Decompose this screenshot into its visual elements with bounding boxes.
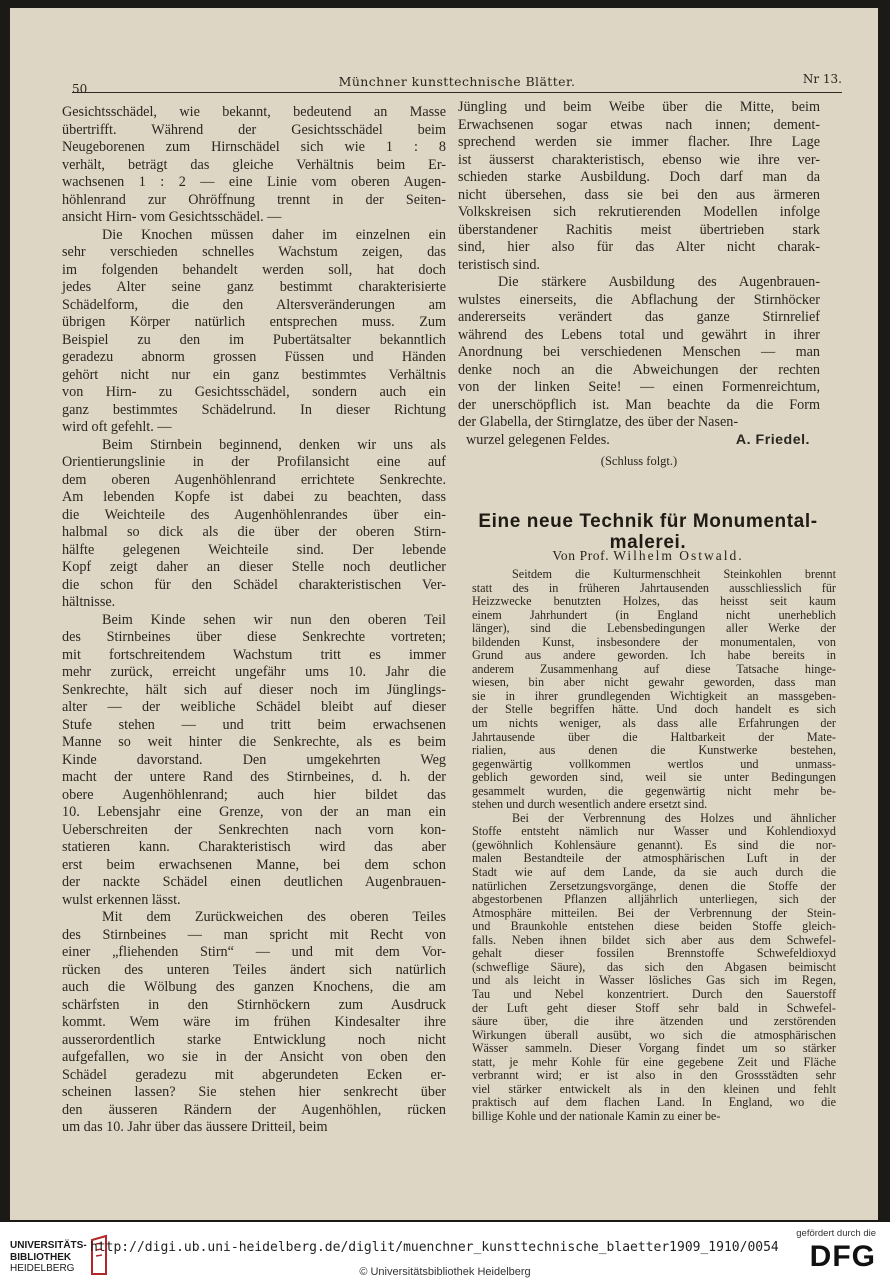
- article-title-line1: Eine neue Technik für Monumental-: [478, 511, 818, 532]
- text-line: denke noch an die Abweichungen der rechten: [458, 361, 820, 378]
- right-column-article-body: [472, 568, 836, 1123]
- text-line: der unerschöpflich ist. Man beachte da die Form: [458, 396, 820, 413]
- text-line: statt des in früheren Jahrtausenden ausschliesslich für: [472, 580, 836, 595]
- text-line: übertrifft. Während der Gesichtsschädel beim: [62, 121, 446, 138]
- text-line: des Stirnbeines über diese Senkrechte vortreten;: [62, 629, 446, 645]
- text-line: Orientierungslinie in der Profilansicht eine auf: [62, 454, 446, 470]
- text-line: halbmal so dick als die über der oberen Stirn-: [62, 524, 446, 540]
- text-line: gesammelt wurden, die gegenwärtig nicht mehr be-: [472, 783, 836, 798]
- article-title: [458, 511, 838, 553]
- paragraph: [458, 274, 820, 432]
- text-line: verhält, beträgt das gleiche Verhältnis beim Er-: [62, 156, 446, 173]
- text-line: Volkskreisen sich rekrutierenden Modellen infolge: [458, 204, 820, 220]
- text-line: viel stärker entwickelt als in den kleinen und fehlt: [472, 1081, 836, 1096]
- text-line: gegenwärtig vollkommen wertlos und unmass-: [472, 756, 836, 771]
- text-line: (gewöhnlich Kohlensäure genannt). Es sind die nor-: [472, 837, 836, 852]
- text-line: Jüngling und beim Weibe über die Mitte, beim: [458, 99, 820, 115]
- text-line: sind, hier also für das Alter nicht charak-: [458, 239, 820, 255]
- text-line: rialien, aus denen die Kunstwerke bestehen,: [472, 743, 836, 758]
- author-signature: A. Friedel.: [735, 431, 810, 448]
- text-line: Stadt wie auf dem Lande, da sie auch durch die: [472, 865, 836, 880]
- page-number: 50: [72, 82, 88, 96]
- text-line: natürlichen Zersetzungsvorgänge, denen die Stoffe der: [472, 878, 836, 893]
- text-line: Seitdem die Kulturmenschheit Steinkohlen brennt: [512, 567, 836, 581]
- continuation-note: (Schluss folgt.): [600, 454, 678, 468]
- text-line: Am lebenden Kopfe ist dabei zu beachten, dass: [62, 489, 446, 505]
- text-line: die Weichteile des Augenhöhlenrandes über ein-: [62, 506, 446, 523]
- text-line: Die Knochen müssen daher im einzelnen ein: [102, 226, 446, 243]
- text-line: ist äusserst charakteristisch, ebenso wie ihre ver-: [458, 151, 820, 168]
- paragraph: [472, 812, 836, 1124]
- text-line: und Braunkohle entstehen diese beiden Stoffe gleich-: [472, 919, 836, 934]
- text-line: der Glabella, der Stirnglatze, des über der Nasen-: [458, 414, 739, 430]
- text-line: erst beim erwachsenen Manne, bei dem schon: [62, 856, 446, 873]
- text-line: jedes Alter seine ganz bestimmt charakterisierte: [62, 279, 446, 295]
- text-line: schärfsten in den Stirnhöckern zum Ausdruck: [62, 996, 446, 1013]
- text-line: Die stärkere Ausbildung des Augenbrauen-: [498, 274, 820, 290]
- text-line: von der linken Seite! — einen Formenreichtum,: [458, 379, 820, 395]
- journal-title: Münchner kunsttechnische Blätter.: [338, 74, 576, 89]
- last-line: wurzel gelegenen Feldes.: [466, 431, 610, 448]
- text-line: falls. Neben ihnen bildet sich aber aus dem Schwefel-: [472, 932, 836, 947]
- text-line: Beim Stirnbein beginnend, denken wir uns als: [102, 436, 446, 453]
- text-line: die schon für den Schädel charakteristischen Ver-: [62, 576, 446, 593]
- paragraph: [458, 99, 820, 274]
- institution-line3: HEIDELBERG: [10, 1263, 75, 1274]
- permalink-url[interactable]: http://digi.ub.uni-heidelberg.de/diglit/muenchner_kunsttechnische_blaetter1909_1910/0054: [90, 1240, 779, 1255]
- text-line: gehört nicht nur ein ganz bestimmtes Verhältnis: [62, 366, 446, 383]
- text-line: nicht übersehen, dass sie bei den aus ärmeren: [458, 186, 820, 203]
- article-byline: [458, 548, 838, 564]
- text-line: Senkrechte, hält sich auf dieser noch im Jünglings-: [62, 681, 446, 698]
- text-line: Stoffe entsteht nämlich nur Wasser und Kohlendioxyd: [472, 824, 836, 839]
- institution-line1: UNIVERSITÄTS-: [10, 1240, 87, 1251]
- text-line: ausserordentlich starke Entwicklung noch nicht: [62, 1031, 446, 1048]
- paragraph: [62, 612, 446, 910]
- text-line: wird oft gefehlt. —: [62, 419, 172, 435]
- byline-name: Wilhelm Ostwald.: [613, 548, 744, 563]
- paragraph: [62, 909, 446, 1137]
- text-line: um nichts weniger, als dass alle Erfahrungen der: [472, 716, 836, 731]
- text-line: ansicht Hirn- vom Gesichtsschädel. —: [62, 209, 282, 225]
- issue-number: Nr 13.: [802, 72, 842, 86]
- text-line: statieren kann. Charakteristisch wird das aber: [62, 839, 446, 855]
- text-line: Kinde davorstand. Den umgekehrten Weg: [62, 751, 446, 768]
- text-line: mit fortschreitendem Wachstum tritt es immer: [62, 646, 446, 663]
- paragraph: [62, 437, 446, 612]
- text-line: den äusseren Rändern der Augenhöhlen, rücken: [62, 1101, 446, 1118]
- text-line: der Stelle begriffen hätte. Und doch handelt es sich: [472, 702, 836, 717]
- text-line: Manne so weit hinter die Senkrechte, als es beim: [62, 734, 446, 750]
- text-line: geradezu abnorm grossen Füssen und Händen: [62, 349, 446, 365]
- text-line: sprechend werden sie immer flacher. Ihre Lage: [458, 134, 820, 150]
- text-line: Jahrtausende über die Haltbarkeit der Mate-: [472, 729, 836, 744]
- paragraph: [62, 227, 446, 437]
- text-line: Gesichtsschädel, wie bekannt, bedeutend an Masse: [62, 104, 446, 120]
- text-line: malen Bestandteile der atmosphärischen Luft in der: [472, 851, 836, 866]
- text-line: überstandener Rachitis meist übertrieben stark: [458, 221, 820, 238]
- text-line: anderem Zusammenhang auf diese Tatsache hinge-: [472, 661, 836, 676]
- byline-prefix: Von Prof.: [552, 548, 610, 563]
- text-line: alter — der weibliche Schädel bleibt auf dieser: [62, 699, 446, 715]
- text-line: kommt. Wem wäre im frühen Kindesalter ihre: [62, 1014, 446, 1030]
- text-line: Heizzwecke benutzten Holzes, das heisst seit kaum: [472, 594, 836, 609]
- text-line: statt, je mehr Kohle für eine gegebene Zeit und Fläche: [472, 1054, 836, 1069]
- text-line: Wirkungen überall ausübt, wo sich die atmosphärischen: [472, 1027, 836, 1042]
- text-line: obere Augenhöhlenrand; auch hier bildet das: [62, 786, 446, 803]
- text-line: Grund aus andere geworden. Ich habe bereits in: [472, 648, 836, 663]
- text-line: wulstes einerseits, die Abflachung der Stirnhöcker: [458, 291, 820, 308]
- text-line: im folgenden behandelt werden soll, hat doch: [62, 261, 446, 278]
- text-line: ganz bestimmtes Schädelrund. In dieser Richtung: [62, 401, 446, 418]
- text-line: Kopf zeigt daher an dieser Stelle noch deutlicher: [62, 559, 446, 575]
- text-line: höhlenrand zur Ohröffnung trennt in der Seiten-: [62, 191, 446, 208]
- text-line: macht der untere Rand des Stirnbeines, d. h. der: [62, 769, 446, 785]
- text-line: andererseits verändert das ganze Stirnrelief: [458, 309, 820, 325]
- footer-bar: [0, 1222, 890, 1287]
- text-line: wiesen, bin aber nicht gewahr geworden, dass man: [472, 675, 836, 690]
- text-line: von Hirn- zu Gesichtsschädel, sondern auch ein: [62, 384, 446, 400]
- text-line: Mit dem Zurückweichen des oberen Teiles: [102, 909, 446, 925]
- text-line: Stufe stehen — und tritt beim erwachsenen: [62, 716, 446, 733]
- text-line: sehr verschieden schnelles Wachstum zeigen, das: [62, 244, 446, 260]
- text-line: rücken des unteren Teiles ändert sich natürlich: [62, 961, 446, 978]
- text-line: einer „fliehenden Stirn“ — und mit dem Vor-: [62, 944, 446, 960]
- signature-line: [458, 432, 820, 450]
- text-line: Tau und Nebel konzentriert. Durch den Sauerstoff: [472, 986, 836, 1001]
- text-line: wachsenen 1 : 2 — eine Linie vom oberen Augen-: [62, 174, 446, 190]
- text-line: bildenden Kunst, insbesondere der monumentalen, von: [472, 634, 836, 649]
- text-line: um das 10. Jahr über das äussere Dritteil, beim: [62, 1119, 328, 1135]
- text-line: praktisch auf dem flachen Land. In England, wo die: [472, 1095, 836, 1110]
- text-line: verbrannt wird; er ist also in den Grossstädten sehr: [472, 1068, 836, 1083]
- text-line: schieden starke Ausbildung. Doch darf man da: [458, 169, 820, 185]
- text-line: hälfte gelegenen Weichteile sind. Der lebende: [62, 541, 446, 558]
- text-line: Atmosphäre mitteilen. Bei der Verbrennung der Stein-: [472, 905, 836, 920]
- text-line: Beispiel zu den im Pubertätsalter bekanntlich: [62, 331, 446, 348]
- text-line: hältnisse.: [62, 594, 116, 610]
- text-line: Schädel geradezu mit abgerundeten Ecken er-: [62, 1066, 446, 1083]
- text-line: der Luft geht dieser Stoff sehr bald in Schwefel-: [472, 1000, 836, 1015]
- right-column-top: [458, 99, 820, 471]
- article-title-line2: malerei.: [609, 532, 687, 553]
- text-line: gehalt dieser fossilen Brennstoffe Schwefeldioxyd: [472, 946, 836, 961]
- text-line: geblich geworden sind, weil sie unter Bedingungen: [472, 770, 836, 785]
- left-column: [62, 104, 446, 1137]
- copyright-notice: © Universitätsbibliothek Heidelberg: [359, 1266, 531, 1278]
- dfg-logo: DFG: [809, 1240, 876, 1273]
- text-line: aufgefallen, wo sie in der Ansicht von oben den: [62, 1049, 446, 1065]
- text-line: auch die Wölbung des ganzen Knochens, die am: [62, 979, 446, 995]
- text-line: mehr zurück, erreicht ungefähr ums 10. Jahr die: [62, 664, 446, 680]
- text-line: wulst erkennen lässt.: [62, 891, 181, 908]
- text-line: Erwachsenen sogar etwas nach innen; dement-: [458, 116, 820, 133]
- text-line: der nackte Schädel einen deutlichen Augenbrauen-: [62, 874, 446, 890]
- text-line: billige Kohle und der nationale Kamin zu einer be-: [472, 1108, 721, 1123]
- paragraph: [472, 568, 836, 812]
- text-line: teristisch sind.: [458, 256, 540, 273]
- text-line: 10. Lebensjahr eine Grenze, von der an man ein: [62, 804, 446, 820]
- text-line: dem oberen Augenhöhlenrand errichtete Senkrechte.: [62, 471, 446, 488]
- text-line: abgestorbenen Pflanzen alljährlich unterliegen, sich der: [472, 892, 836, 907]
- text-line: einem Jahrhundert (in England nicht unerheblich: [472, 607, 836, 622]
- text-line: (schweflige Säure), das sich den Abgasen beimischt: [472, 959, 836, 974]
- text-line: sie in ihrer grundlegenden Wichtigkeit an massgeben-: [472, 688, 836, 703]
- text-line: Schädelform, die den Altersveränderungen am: [62, 296, 446, 313]
- text-line: säure über, die ihre ätzenden und zerstörenden: [472, 1014, 836, 1029]
- text-line: länger), sind die Lebensbedingungen aller Werke der: [472, 621, 836, 636]
- text-line: des Stirnbeines — man spricht mit Recht von: [62, 926, 446, 943]
- funded-by-label: gefördert durch die: [796, 1228, 876, 1239]
- text-line: Wässer sammeln. Dieser Vorgang findet um so stärker: [472, 1041, 836, 1056]
- text-line: scheinen lassen? Sie stehen hier senkrecht über: [62, 1084, 446, 1100]
- text-line: übrigen Körper natürlich entsprechen muss. Zum: [62, 314, 446, 330]
- text-line: während des Lebens total und gewährt in ihrer: [458, 326, 820, 343]
- text-line: Beim Kinde sehen wir nun den oberen Teil: [102, 611, 446, 628]
- paragraph: [62, 104, 446, 227]
- text-line: Anordnung bei verschiedenen Menschen — man: [458, 344, 820, 360]
- text-line: stehen und durch wesentlich andere ersetzt sind.: [472, 797, 708, 812]
- running-head: [72, 66, 842, 96]
- text-line: Ueberschreiten der Senkrechten nach vorn kon-: [62, 821, 446, 838]
- institution-line2: BIBLIOTHEK: [10, 1251, 72, 1263]
- text-line: Bei der Verbrennung des Holzes und ähnlicher: [512, 810, 836, 825]
- text-line: und als leicht in Wasser lösliches Gas sich im Regen,: [472, 973, 836, 988]
- text-line: Neugeborenen zum Hirnschädel sich wie 1 : 8: [62, 139, 446, 155]
